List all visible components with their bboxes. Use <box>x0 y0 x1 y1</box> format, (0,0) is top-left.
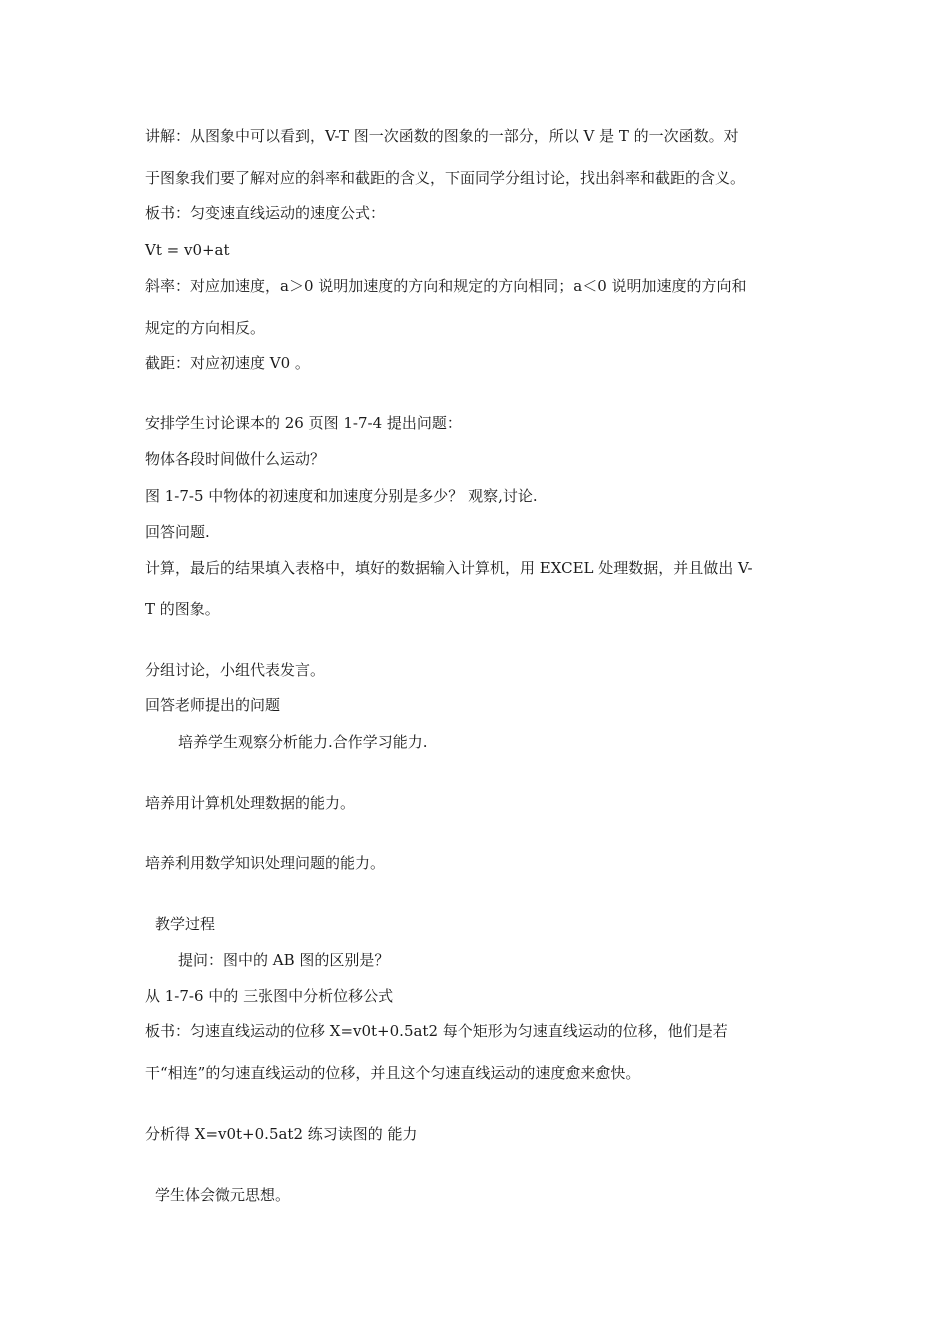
text-line: 板书：匀变速直线运动的速度公式： <box>145 204 386 222</box>
text-line: 安排学生讨论课本的 26 页图 1-7-4 提出问题： <box>145 414 462 432</box>
text-line: 斜率：对应加速度，a＞0 说明加速度的方向和规定的方向相同；a＜0 说明加速度的方向和 <box>145 277 747 295</box>
text-line: 于图象我们要了解对应的斜率和截距的含义，下面同学分组讨论，找出斜率和截距的含义。 <box>145 169 746 187</box>
formula-line: Vt = v0+at <box>145 241 230 259</box>
text-line: 板书：匀速直线运动的位移 X=v0t+0.5at2 每个矩形为匀速直线运动的位移，他们是若 <box>145 1022 728 1040</box>
text-line: 分组讨论，小组代表发言。 <box>145 661 326 679</box>
text-line: 图 1-7-5 中物体的初速度和加速度分别是多少？ 观察,讨论. <box>145 487 538 505</box>
text-line: 培养利用数学知识处理问题的能力。 <box>145 854 386 872</box>
text-line: 规定的方向相反。 <box>145 319 266 337</box>
text-line: 截距：对应初速度 V0 。 <box>145 354 310 372</box>
section-heading: 教学过程 <box>155 915 216 933</box>
text-line: 学生体会微元思想。 <box>155 1186 291 1204</box>
text-line: 回答问题. <box>145 523 210 541</box>
text-line: 培养学生观察分析能力.合作学习能力. <box>178 733 428 751</box>
text-line: 讲解：从图象中可以看到，V-T 图一次函数的图象的一部分，所以 V 是 T 的一次函数。对 <box>145 127 739 145</box>
text-line: 分析得 X=v0t+0.5at2 练习读图的 能力 <box>145 1125 418 1143</box>
text-line: 提问：图中的 AB 图的区别是？ <box>178 951 390 969</box>
text-line: 计算，最后的结果填入表格中，填好的数据输入计算机，用 EXCEL 处理数据，并且做出 V- <box>145 559 753 577</box>
text-line: 培养用计算机处理数据的能力。 <box>145 794 356 812</box>
text-line: 回答老师提出的问题 <box>145 696 281 714</box>
text-line: T 的图象。 <box>145 600 220 618</box>
text-line: 干“相连”的匀速直线运动的位移，并且这个匀速直线运动的速度愈来愈快。 <box>145 1064 641 1082</box>
text-line: 物体各段时间做什么运动？ <box>145 450 326 468</box>
text-line: 从 1-7-6 中的 三张图中分析位移公式 <box>145 987 394 1005</box>
